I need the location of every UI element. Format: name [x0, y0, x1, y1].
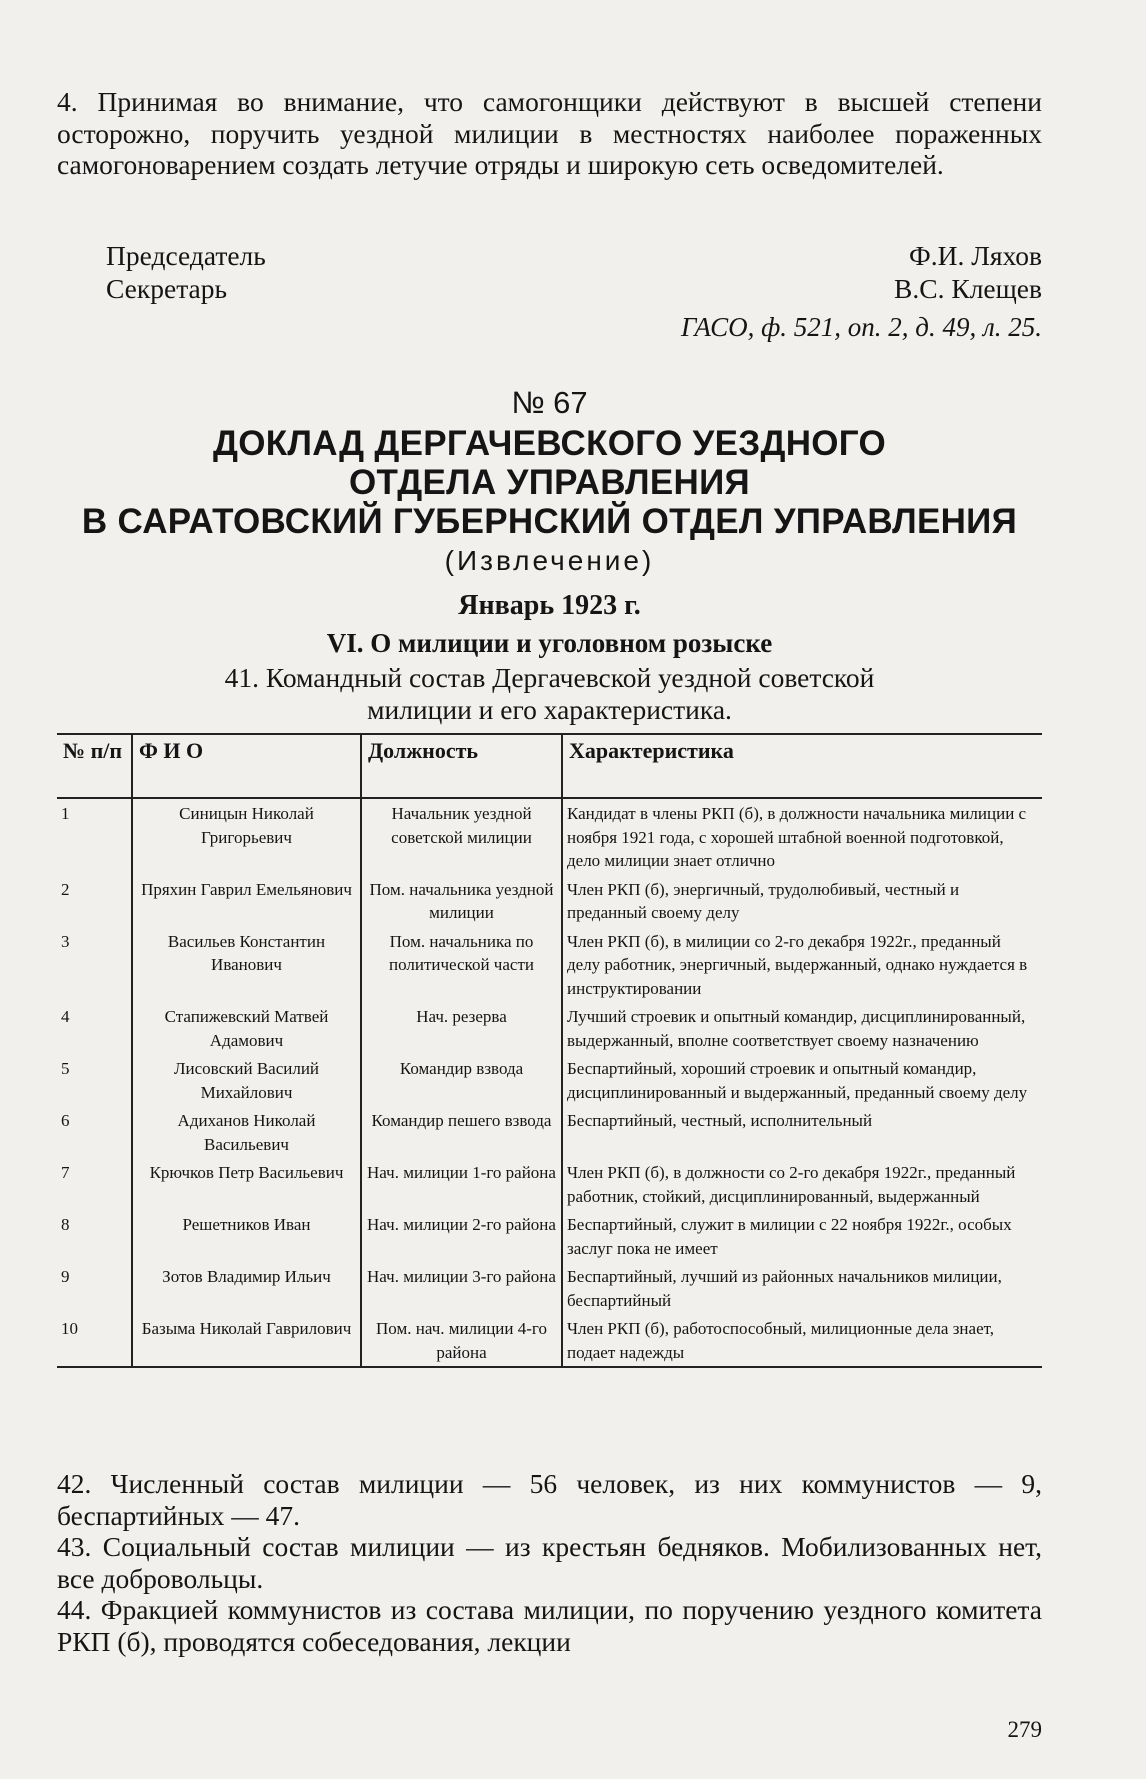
row-position: Командир пешего взвода [361, 1106, 562, 1158]
item-41-line-2: милиции и его характеристика. [367, 693, 732, 725]
table-row [57, 1002, 1042, 1054]
document-title [57, 424, 1042, 541]
document-date: Январь 1923 г. [458, 590, 641, 621]
row-number: 5 [61, 1059, 70, 1078]
section-heading: VI. О милиции и уголовном розыске [326, 628, 773, 658]
row-name: Стапижевский Матвей Адамович [132, 1002, 361, 1054]
row-name: Базыма Николай Гаврилович [132, 1314, 361, 1367]
header-position: Должность [361, 734, 562, 798]
row-number: 7 [61, 1163, 70, 1182]
secretary-name: В.С. Клещев [894, 273, 1042, 304]
row-number: 1 [61, 804, 70, 823]
table-row [57, 1054, 1042, 1106]
row-number: 6 [61, 1111, 70, 1130]
row-position: Пом. нач. милиции 4-го района [361, 1314, 562, 1367]
table-row [57, 875, 1042, 927]
table-row [57, 1210, 1042, 1262]
chair-name: Ф.И. Ляхов [909, 240, 1042, 271]
item-41-line-1: 41. Командный состав Дергачевской уездной советской [224, 662, 875, 693]
row-characteristic: Беспартийный, служит в милиции с 22 ноября 1922г., особых заслуг пока не имеет [562, 1210, 1042, 1262]
secretary-title: Секретарь [106, 273, 228, 304]
row-name: Васильев Константин Иванович [132, 927, 361, 1003]
row-position: Начальник уездной советской милиции [361, 798, 562, 875]
paragraph-44: 44. Фракцией коммунистов из состава милиции, по поручению уездного комитета РКП (б), проводятся собеседования, лекции [57, 1594, 1042, 1657]
chair-title: Председатель [106, 240, 266, 271]
row-characteristic: Беспартийный, хороший строевик и опытный командир, дисциплинированный и выдержанный, преданный своему делу [562, 1054, 1042, 1106]
table-row [57, 798, 1042, 875]
row-characteristic: Беспартийный, лучший из районных начальников милиции, беспартийный [562, 1262, 1042, 1314]
row-number: 10 [57, 1314, 132, 1367]
row-characteristic: Беспартийный, честный, исполнительный [562, 1106, 1042, 1158]
table-row [57, 1314, 1042, 1367]
header-characteristic: Характеристика [562, 734, 1042, 798]
row-name: Крючков Петр Васильевич [132, 1158, 361, 1210]
archive-reference: ГАСО, ф. 521, оп. 2, д. 49, л. 25. [680, 312, 1042, 342]
header-name: Ф И О [132, 734, 361, 798]
row-position: Нач. резерва [361, 1002, 562, 1054]
row-characteristic: Лучший строевик и опытный командир, дисциплинированный, выдержанный, вполне соответствует своему назначению [562, 1002, 1042, 1054]
row-name: Зотов Владимир Ильич [132, 1262, 361, 1314]
row-characteristic: Член РКП (б), в милиции со 2-го декабря 1922г., преданный делу работник, энергичный, выдержанный, однако нуждается в инструктировании [562, 927, 1042, 1003]
title-line-2: ОТДЕЛА УПРАВЛЕНИЯ [348, 463, 751, 502]
row-name: Решетников Иван [132, 1210, 361, 1262]
paragraph-42: 42. Численный состав милиции — 56 человек, из них коммунистов — 9, беспартийных — 47. [57, 1468, 1042, 1531]
row-number: 9 [61, 1267, 70, 1286]
item-41-heading [57, 662, 1042, 725]
row-name: Синицын Николай Григорьевич [132, 798, 361, 875]
row-name: Пряхин Гаврил Емельянович [132, 875, 361, 927]
row-number: 8 [61, 1215, 70, 1234]
row-name: Лисовский Василий Михайлович [132, 1054, 361, 1106]
document-subtitle: (Извлечение) [444, 545, 655, 576]
row-position: Командир взвода [361, 1054, 562, 1106]
command-staff-table [57, 733, 1042, 1368]
table-row [57, 1158, 1042, 1210]
row-name: Адиханов Николай Васильевич [132, 1106, 361, 1158]
title-line-1: ДОКЛАД ДЕРГАЧЕВСКОГО УЕЗДНОГО [212, 424, 887, 463]
page-number: 279 [1007, 1717, 1042, 1742]
row-number: 3 [61, 931, 70, 951]
row-characteristic: Член РКП (б), работоспособный, милиционные дела знает, подает надежды [562, 1314, 1042, 1367]
row-characteristic: Член РКП (б), энергичный, трудолюбивый, честный и преданный своему делу [562, 875, 1042, 927]
title-line-3: В САРАТОВСКИЙ ГУБЕРНСКИЙ ОТДЕЛ УПРАВЛЕНИЯ [81, 502, 1018, 541]
paragraph-43: 43. Социальный состав милиции — из крестьян бедняков. Мобилизованных нет, все добровольцы. [57, 1531, 1042, 1594]
document-number: № 67 [511, 385, 588, 420]
row-position: Нач. милиции 2-го района [361, 1210, 562, 1262]
table-row [57, 927, 1042, 1003]
table-header-row [57, 734, 1042, 798]
paragraph-4: 4. Принимая во внимание, что самогонщики действуют в высшей степени осторожно, поручить уездной милиции в местностях наиболее пораженных самогоноварением создать летучие отряды и широкую сеть осведомителей. [57, 86, 1042, 180]
row-position: Нач. милиции 3-го района [361, 1262, 562, 1314]
row-number: 2 [61, 879, 70, 899]
row-number: 4 [61, 1007, 70, 1026]
row-position: Пом. начальника по политической части [361, 927, 562, 1003]
row-characteristic: Кандидат в члены РКП (б), в должности начальника милиции с ноября 1921 года, с хорошей штабной военной подготовкой, дело милиции знает отлично [562, 798, 1042, 875]
row-characteristic: Член РКП (б), в должности со 2-го декабря 1922г., преданный работник, стойкий, дисциплинированный, выдержанный [562, 1158, 1042, 1210]
row-position: Нач. милиции 1-го района [361, 1158, 562, 1210]
row-position: Пом. начальника уездной милиции [361, 875, 562, 927]
table-row [57, 1262, 1042, 1314]
header-number: № п/п [57, 734, 132, 798]
table-row [57, 1106, 1042, 1158]
